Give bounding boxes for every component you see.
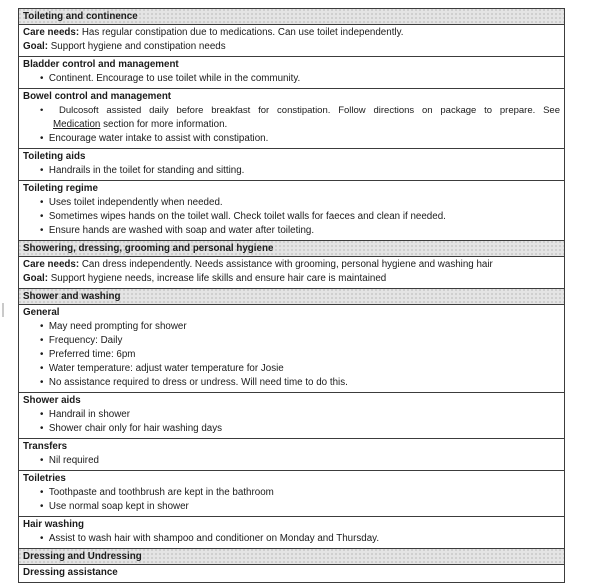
section-header-row: [19, 241, 564, 257]
field-text: Support hygiene needs, increase life skills and ensure hair care is maintained: [48, 273, 387, 284]
bullet-item: [23, 210, 560, 224]
subsection-title: Transfers: [23, 441, 68, 452]
bullet-item: [23, 532, 560, 546]
subsection-row: [19, 181, 564, 241]
bullet-text: section for more information.: [100, 119, 228, 130]
subsection-row: [19, 57, 564, 89]
subsection-title: General: [23, 307, 60, 318]
subsection-title: Shower aids: [23, 395, 81, 406]
subsection-title: Dressing assistance: [23, 567, 118, 578]
bullet-item: [23, 486, 560, 500]
bullet-text: Ensure hands are washed with soap and water after toileting.: [48, 225, 315, 236]
subsection-title: Toileting regime: [23, 183, 98, 194]
field-label: Goal:: [23, 41, 49, 52]
bullet-item: [23, 500, 560, 514]
section-header-label: Dressing and Undressing: [23, 551, 142, 562]
subsection-row: [19, 89, 564, 149]
bullet-text: Use normal soap kept in shower: [48, 501, 189, 512]
section-header-row: [19, 9, 564, 25]
section-header-label: Showering, dressing, grooming and personal hygiene: [23, 243, 274, 254]
subsection-title: Bowel control and management: [23, 91, 172, 102]
care-goal-row: [19, 257, 564, 289]
care-goal-row: [19, 25, 564, 57]
bullet-continuation: [23, 118, 560, 132]
section-header-row: [19, 289, 564, 305]
bullet-text: Sometimes wipes hands on the toilet wall. Check toilet walls for faeces and clean if needed.: [48, 211, 446, 222]
bullet-item: [23, 454, 560, 468]
bullet-item: [23, 408, 560, 422]
bullet-text: May need prompting for shower: [48, 321, 187, 332]
bullet-item: [23, 196, 560, 210]
bullet-text: Shower chair only for hair washing days: [48, 423, 223, 434]
bullet-item: [23, 422, 560, 436]
bullet-text: Preferred time: 6pm: [48, 349, 136, 360]
subsection-row: [19, 471, 564, 517]
bullet-text: Water temperature: adjust water temperature for Josie: [48, 363, 284, 374]
care-goal-line: [23, 26, 560, 40]
bullet-item: [23, 362, 560, 376]
bullet-item: [23, 376, 560, 390]
subsection-row: [19, 305, 564, 393]
bullet-text: Continent. Encourage to use toilet while in the community.: [48, 73, 301, 84]
bullet-text: Encourage water intake to assist with constipation.: [48, 133, 269, 144]
bullet-item: [23, 164, 560, 178]
field-text: Support hygiene and constipation needs: [48, 41, 226, 52]
bullet-text: Nil required: [48, 455, 99, 466]
subsection-row: [19, 149, 564, 181]
subsection-row: [19, 393, 564, 439]
care-goal-line: [23, 258, 560, 272]
bullet-item: [23, 320, 560, 334]
bullet-item: [23, 348, 560, 362]
bullet-text: Toothpaste and toothbrush are kept in the bathroom: [48, 487, 274, 498]
subsection-title: Bladder control and management: [23, 59, 179, 70]
medication-section-reference: Medication: [53, 119, 101, 130]
field-text: Has regular constipation due to medications. Can use toilet independently.: [79, 27, 404, 38]
section-header-row: [19, 549, 564, 565]
field-label: Goal:: [23, 273, 49, 284]
field-label: Care needs:: [23, 259, 80, 270]
subsection-title: Hair washing: [23, 519, 84, 530]
subsection-row: [19, 565, 564, 583]
bullet-item: [23, 224, 560, 238]
subsection-row: [19, 517, 564, 549]
care-plan-table: [18, 8, 565, 583]
bullet-text: Assist to wash hair with shampoo and conditioner on Monday and Thursday.: [48, 533, 380, 544]
bullet-text: Handrail in shower: [48, 409, 131, 420]
care-goal-line: [23, 40, 560, 54]
bullet-text: No assistance required to dress or undress. Will need time to do this.: [48, 377, 348, 388]
bullet-item: [23, 334, 560, 348]
bullet-item: [23, 132, 560, 146]
subsection-title: Toileting aids: [23, 151, 86, 162]
subsection-row: [19, 439, 564, 471]
subsection-title: Toiletries: [23, 473, 66, 484]
section-header-label: Toileting and continence: [23, 11, 138, 22]
bullet-item: [23, 72, 560, 86]
bullet-text: Uses toilet independently when needed.: [48, 197, 223, 208]
field-label: Care needs:: [23, 27, 80, 38]
field-text: Can dress independently. Needs assistance with grooming, personal hygiene and washing hair: [79, 259, 493, 270]
bullet-item: [23, 104, 560, 118]
care-goal-line: [23, 272, 560, 286]
margin-change-mark: [2, 303, 4, 317]
bullet-text: Dulcosoft assisted daily before breakfast for constipation. Follow directions on package to prepare. See: [58, 105, 560, 116]
bullet-text: Handrails in the toilet for standing and sitting.: [48, 165, 245, 176]
section-header-label: Shower and washing: [23, 291, 121, 302]
bullet-text: Frequency: Daily: [48, 335, 123, 346]
